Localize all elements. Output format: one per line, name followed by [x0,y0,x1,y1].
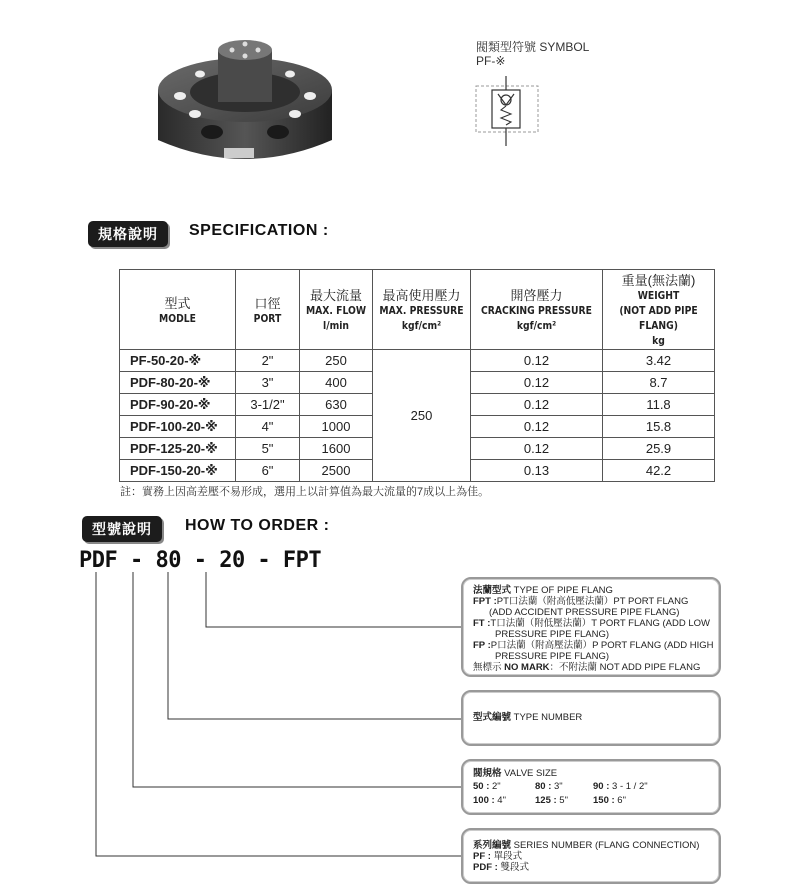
size-key: 150 : [593,795,615,806]
size-val: 2" [492,781,501,792]
cell-weight: 42.2 [603,460,715,482]
type-number-box [461,690,721,746]
cell-cracking: 0.12 [471,350,603,372]
header-max-pressure: 最高使用壓力 MAX. PRESSURE kgf/cm² [373,270,471,350]
order-code: PDF - 80 - 20 - FPT [79,548,322,573]
size-val: 6" [617,795,626,806]
spec-section-title: SPECIFICATION : [189,222,329,239]
cell-port: 5" [236,438,300,460]
cell-model: PDF-100-20-※ [120,416,236,438]
cell-weight: 3.42 [603,350,715,372]
nomark-key: NO MARK [504,662,550,673]
cell-weight: 25.9 [603,438,715,460]
header-port: 口徑 PORT [236,270,300,350]
flang-text: P口法蘭（附高壓法蘭）P PORT FLANG (ADD HIGH [490,640,714,651]
type-number-en: TYPE NUMBER [513,712,583,723]
flang-text: (ADD ACCIDENT PRESSURE PIPE FLANG) [489,607,680,618]
header-model: 型式 MODLE [120,270,236,350]
symbol-title: 閥類型符號 SYMBOL [476,40,590,54]
cell-model: PDF-80-20-※ [120,372,236,394]
cell-model: PF-50-20-※ [120,350,236,372]
cell-weight: 8.7 [603,372,715,394]
series-key: PDF : [473,862,498,873]
flang-title-en: TYPE OF PIPE FLANG [513,585,613,596]
size-val: 5" [559,795,568,806]
series-en: SERIES NUMBER (FLANG CONNECTION) [513,840,700,851]
cell-flow: 630 [300,394,373,416]
type-number-cn: 型式編號 [473,712,512,723]
valve-size-en: VALVE SIZE [504,768,558,779]
flang-key: FT : [473,618,491,629]
cell-port: 2" [236,350,300,372]
cell-cracking: 0.12 [471,438,603,460]
order-section-title: HOW TO ORDER : [185,517,330,534]
header-weight: 重量(無法蘭) WEIGHT (NOT ADD PIPE FLANG) kg [603,270,715,350]
cell-flow: 1000 [300,416,373,438]
flang-title-cn: 法蘭型式 [473,585,512,596]
size-val: 4" [497,795,506,806]
size-key: 90 : [593,781,610,792]
series-key: PF : [473,851,491,862]
valve-size-box [461,759,721,815]
flang-text: T口法蘭（附低壓法蘭）T PORT FLANG (ADD LOW [490,618,710,629]
cell-model: PDF-125-20-※ [120,438,236,460]
size-key: 125 : [535,795,557,806]
flang-type-box [461,577,721,677]
cell-model: PDF-90-20-※ [120,394,236,416]
cell-port: 6" [236,460,300,482]
nomark-text: ：不附法蘭 NOT ADD PIPE FLANG [549,662,701,673]
cell-flow: 1600 [300,438,373,460]
cell-cracking: 0.12 [471,394,603,416]
header-cracking-pressure: 開啓壓力 CRACKING PRESSURE kgf/cm² [471,270,603,350]
cell-flow: 400 [300,372,373,394]
cell-model: PDF-150-20-※ [120,460,236,482]
series-val: 單段式 [493,851,523,862]
cell-weight: 11.8 [603,394,715,416]
series-cn: 系列編號 [473,840,512,851]
cell-port: 4" [236,416,300,438]
flang-text: PRESSURE PIPE FLANG) [495,629,610,640]
size-key: 50 : [473,781,490,792]
size-val: 3 - 1 / 2" [612,781,648,792]
spec-section-badge: 規格說明 [88,221,168,247]
size-key: 80 : [535,781,552,792]
valve-size-cn: 閥規格 [473,768,502,779]
flang-key: FP : [473,640,491,651]
cell-port: 3-1/2" [236,394,300,416]
order-section-badge: 型號說明 [82,516,162,542]
flang-key: FPT : [473,596,497,607]
cell-port: 3" [236,372,300,394]
flang-text: PRESSURE PIPE FLANG) [495,651,610,662]
cell-cracking: 0.12 [471,416,603,438]
symbol-subtitle: PF-※ [476,54,506,68]
series-val: 雙段式 [500,862,529,873]
size-val: 3" [554,781,563,792]
series-number-box [461,828,721,884]
cell-flow: 2500 [300,460,373,482]
cell-max-pressure: 250 [373,350,471,482]
cell-cracking: 0.12 [471,372,603,394]
cell-flow: 250 [300,350,373,372]
table-note: 註：實務上因高差壓不易形成，選用上以計算值為最大流量的7成以上為佳。 [120,486,490,498]
nomark-cn: 無標示 [473,662,502,673]
cell-weight: 15.8 [603,416,715,438]
size-key: 100 : [473,795,495,806]
cell-cracking: 0.13 [471,460,603,482]
header-max-flow: 最大流量 MAX. FLOW l/min [300,270,373,350]
flang-text: PT口法蘭（附高低壓法蘭）PT PORT FLANG [496,596,689,607]
